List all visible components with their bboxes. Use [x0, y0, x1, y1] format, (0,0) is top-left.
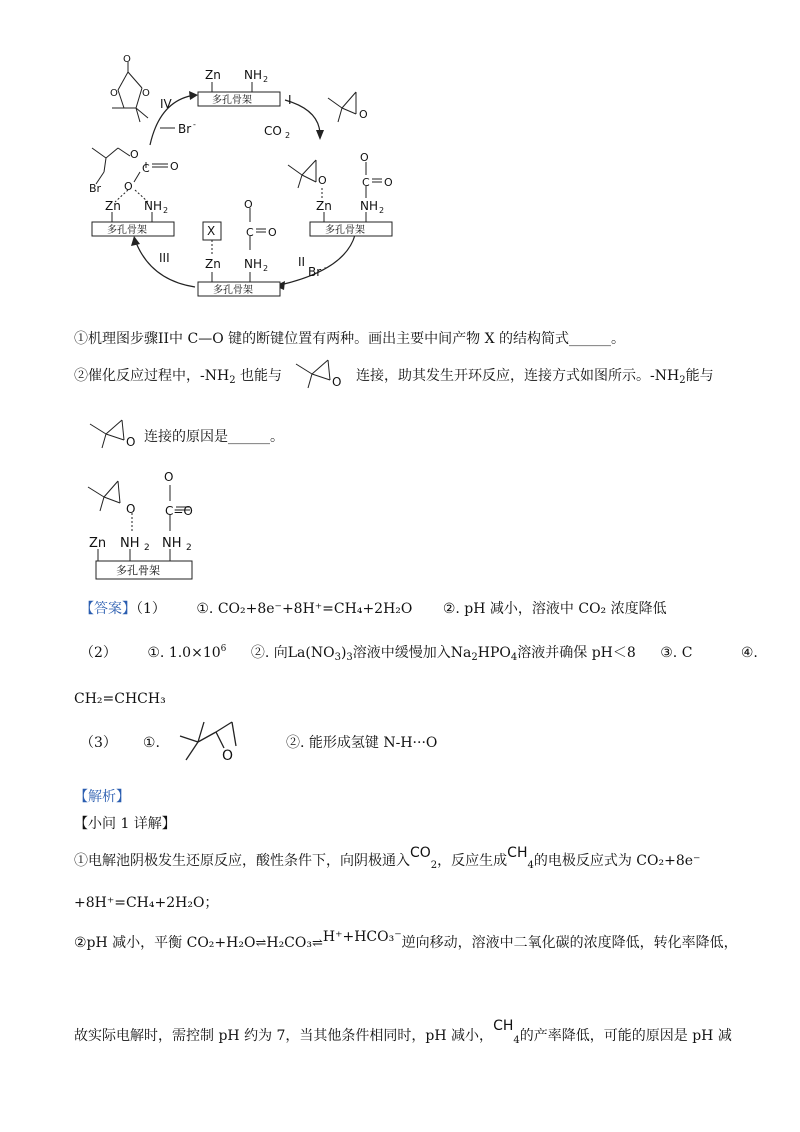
svg-text:IV: IV: [160, 97, 172, 111]
analysis-line-4: 故实际电解时，需控制 pH 约为 7，当其他条件相同时，pH 减小，$CH_4$的产率降低，可能的原因是 pH 减: [74, 1018, 732, 1046]
svg-text:2: 2: [144, 543, 150, 553]
svg-text:O: O: [360, 151, 369, 164]
svg-text:C: C: [246, 226, 254, 239]
svg-text:O: O: [164, 470, 174, 484]
svg-text:NH: NH: [120, 536, 140, 551]
svg-text:CO: CO: [264, 124, 282, 138]
svg-text:Br: Br: [178, 122, 192, 136]
analysis-line-3: ②pH 减小，平衡 CO₂+H₂O⇌H₂CO₃⇌H⁺+HCO₃⁻逆向移动，溶液中二氧化碳的浓度降低，转化率降低，: [74, 929, 738, 951]
svg-text:Br: Br: [308, 265, 322, 279]
analysis-tag: 【解析】: [74, 789, 130, 805]
svg-text:2: 2: [379, 206, 385, 215]
svg-text:O: O: [244, 198, 253, 211]
x-structure-figure: [176, 712, 246, 764]
nh2-epoxide-figure: [86, 465, 216, 590]
epoxide-icon: [290, 352, 350, 392]
analysis-sub1: 【小问 1 详解】: [74, 816, 176, 832]
svg-text:I: I: [288, 93, 292, 107]
svg-text:O: O: [110, 88, 118, 99]
svg-text:O: O: [126, 502, 136, 516]
answer-line-1: 【答案】（1） ①. CO₂+8e⁻+8H⁺=CH₄+2H₂O ②. pH 减小，溶液中 CO₂ 浓度降低: [80, 601, 667, 617]
svg-text:NH: NH: [162, 536, 182, 551]
svg-text:O: O: [222, 748, 234, 764]
answer-line-3b: ②. 能形成氢键 N-H···O: [286, 735, 438, 751]
question-2-line1: ②催化反应过程中，$-NH_2$ 也能与: [74, 368, 283, 386]
svg-text:NH: NH: [360, 199, 378, 213]
analysis-line-1: ①电解池阴极发生还原反应，酸性条件下，向阴极通入$CO_2$，反应生成$CH_4$的电极反应式为 CO₂+8e⁻: [74, 845, 701, 871]
svg-text:2: 2: [263, 75, 269, 84]
svg-text:Zn: Zn: [89, 536, 107, 551]
svg-text:O: O: [268, 226, 277, 239]
svg-text:多孔骨架: 多孔骨架: [107, 225, 147, 236]
svg-text:NH: NH: [244, 68, 262, 82]
answer-line-2b: CH₂=CHCH₃: [74, 691, 166, 707]
svg-text:Zn: Zn: [205, 68, 221, 82]
svg-text:多孔骨架: 多孔骨架: [212, 95, 252, 106]
question-2-line2: 连接的原因是______。: [144, 429, 284, 445]
svg-text:Zn: Zn: [205, 257, 221, 271]
question-2-line1b: 连接，助其发生开环反应，连接方式如图所示。$-NH_2$能与: [356, 368, 714, 386]
svg-text:C=O: C=O: [165, 504, 193, 518]
question-1: ①机理图步骤II中 C—O 键的断键位置有两种。画出主要中间产物 X 的结构简式______。: [74, 331, 626, 347]
svg-text:NH: NH: [144, 199, 162, 213]
svg-text:Zn: Zn: [105, 199, 121, 213]
svg-text:2: 2: [263, 264, 269, 273]
svg-text:O: O: [124, 180, 133, 193]
svg-text:C: C: [142, 162, 150, 175]
svg-text:O: O: [126, 435, 136, 449]
svg-text:O: O: [332, 375, 342, 389]
analysis-line-2: +8H⁺=CH₄+2H₂O；: [74, 895, 219, 911]
svg-text:O: O: [170, 160, 179, 173]
svg-text:2: 2: [285, 131, 291, 140]
svg-text:多孔骨架: 多孔骨架: [325, 225, 365, 236]
mechanism-diagram: [0, 0, 800, 310]
svg-text:Zn: Zn: [316, 199, 332, 213]
svg-text:II: II: [298, 255, 306, 269]
svg-text:X: X: [207, 224, 216, 238]
answer-line-3: （3） ①.: [80, 735, 160, 751]
svg-text:O: O: [359, 108, 368, 121]
svg-text:C: C: [362, 176, 370, 189]
svg-text:O: O: [123, 54, 131, 65]
svg-text:NH: NH: [244, 257, 262, 271]
epoxide-icon: [84, 412, 144, 452]
svg-text:2: 2: [186, 543, 192, 553]
svg-text:O: O: [142, 88, 150, 99]
svg-text:O: O: [384, 176, 393, 189]
svg-text:多孔骨架: 多孔骨架: [213, 285, 253, 296]
svg-text:O: O: [318, 174, 327, 187]
svg-text:2: 2: [163, 206, 169, 215]
svg-text:Br: Br: [89, 182, 102, 195]
svg-text:-: -: [193, 120, 196, 129]
svg-text:多孔骨架: 多孔骨架: [116, 564, 160, 577]
framework-top: [198, 68, 280, 106]
svg-text:III: III: [159, 251, 170, 265]
answer-line-2: （2） ①. $1.0\times 10^6$ ②. 向$La(NO_3)_3$溶液中缓慢加入$Na_2HPO_4$溶液并确保 pH＜8 ③. C ④.: [80, 644, 758, 663]
svg-text:-: -: [324, 263, 327, 272]
svg-text:O: O: [130, 148, 139, 161]
